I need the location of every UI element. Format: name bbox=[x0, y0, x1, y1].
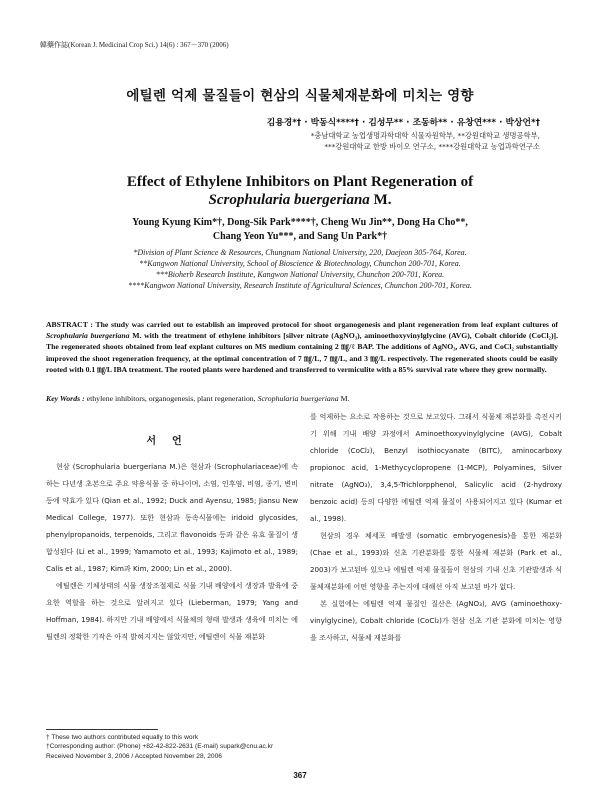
body-paragraph: 에틸렌은 기체상태의 식물 생장조절제로 식물 기내 배양에서 생장과 발육에 중요한 역할을 하는 것으로 알려지고 있다 (Lieberman, 1979; Yang and Hoffman, 1984). 하지만 기내 배양에서 식물체의 형태 발생과 생육에 미치는 에틸렌의 정확한 기작은 아직 밝혀지지는 않았지만, 에틸렌이 식물 재분화 bbox=[46, 581, 298, 641]
english-title-species: Scrophularia buergeriana bbox=[208, 192, 370, 208]
body-paragraph: 현삼의 경우 체세포 배발생 (somatic embryogenesis)을 통한 재분화 (Chae et al., 1993)와 신초 기관분화를 통한 식물체 재분화 (Park et al., 2003)가 보고된바 있으나 에틸렌 억제 물질들이 현삼의 기내 신초 기관발생과 식물체재분화에 어떤 영향을 주는지에 대해선 아직 보고된 바가 없다. bbox=[310, 531, 562, 591]
english-affiliation-1: *Division of Plant Science & Resources, Chungnam National University, 220, Daejeon 305-764, Korea. bbox=[133, 248, 467, 257]
abstract bbox=[46, 319, 558, 375]
abstract-text-2: M. with the treatment of ethylene inhibitors [silver nitrate (AgNO₃), aminoethoxyvinylglycine (AVG), Cobalt chloride (CoCl₂)]. The regenerated shoots obtained from leaf explant cultures on MS medium containing 2 ㎎/ℓ BAP. The additions of AgNO₃, AVG, and CoCl₂ substantially improved the shoot regeneration frequency, at the optimal concentration of 7 ㎎/L, 7 ㎎/L, and 3 ㎎/L respectively. The regenerated shoots could be easily rooted with 0.1 ㎎/L IBA treatment. The rooted plants were hardened and transferred to vermiculite with a 85% survival rate where they grew normally. bbox=[46, 331, 558, 374]
body-left-column bbox=[46, 458, 298, 645]
korean-affiliation-line1: *충남대학교 농업생명과학대학 식물자원학부, **강원대학교 생명공학부, bbox=[310, 131, 540, 140]
english-affiliation-4: ****Kangwon National University, Research Institute of Agricultural Sciences, Chunchon 200-701, Korea. bbox=[128, 281, 472, 290]
journal-header: 韓藥作誌(Korean J. Medicinal Crop Sci.) 14(6) : 367－370 (2006) bbox=[40, 41, 229, 49]
body-paragraph: 현삼 (Scrophularia buergeriana M.)은 현삼과 (Scrophulariaceae)에 속하는 다년생 초본으로 주요 약용식물 중 하나이며, 소염, 인후염, 비염, 종기, 변비 등에 약효가 있다 (Qian et al., 1992; Duck and Ayensu, 1985; Jiansu New Medical College, 1977). 또한 현삼과 동속식물에는 iridoid glycosides, phenylpropanoids, terpenoids, 그리고 flavonoids 등과 같은 유효 물질이 생합성된다 (Li et al., 1999; Yamamoto et al., 1993; Kajimoto et al., 1989; Calis et al., 1987; Kim과 Kim, 2000; Lin et al., 2000). bbox=[46, 462, 298, 573]
footnote-dates: Received November 3, 2006 / Accepted November 28, 2006 bbox=[46, 752, 222, 760]
footnote-corresponding-author: †Corresponding author: (Phone) +82-42-822-2631 (E-mail) supark@cnu.ac.kr bbox=[46, 743, 274, 751]
english-affiliation-3: ***Bioherb Research Institute, Kangwon National University, Chunchon 200-701, Korea. bbox=[155, 270, 445, 279]
english-authors-line1: Young Kyung Kim*†, Dong-Sik Park****†, Cheng Wu Jin**, Dong Ha Cho**, bbox=[132, 217, 468, 228]
abstract-species: Scrophularia buergeriana bbox=[46, 331, 130, 341]
english-authors-line2: Chang Yeon Yu***, and Sang Un Park*† bbox=[212, 231, 388, 242]
keywords-suffix: M. bbox=[338, 394, 350, 403]
keywords-text: ethylene inhibitors, organogenesis, plant regeneration, bbox=[84, 394, 258, 403]
abstract-label: ABSTRACT : bbox=[46, 320, 93, 329]
english-affiliation-2: **Kangwon National University, School of Bioscience & Biotechnology, Chunchon 200-701, Korea. bbox=[139, 259, 461, 268]
keywords bbox=[46, 394, 558, 403]
keywords-label: Key Words : bbox=[46, 394, 85, 403]
footnote-equal-contribution: † These two authors contributed equally to this work bbox=[46, 734, 198, 741]
body-paragraph: 를 억제하는 요소로 작용하는 것으로 보고있다. 그래서 식물체 재분화를 촉진시키기 위해 기내 배양 과정에서 Aminoethoxyvinylglycine (AVG), Cobalt chloride (CoCl₂), Benzyl isothiocyanate (BITC), aminocarboxy propionoc acid, 1-Methycyclopropene (1-MCP), Polyamines, Silver nitrate (AgNO₃), 3,4,5-Trichlorpphenol, Salicylic acid (2-hydroxy benzoic acid) 등의 다양한 에틸렌 억제 물질이 사용되어지고 있다 (Kumar et al., 1998). bbox=[310, 412, 562, 523]
abstract-text-1: The study was carried out to establish an improved protocol for shoot organogenesis and plant regeneration from leaf explant cultures of bbox=[92, 320, 558, 329]
english-title-suffix: M. bbox=[369, 192, 392, 208]
korean-title: 에틸렌 억제 물질들이 현삼의 식물체재분화에 미치는 영향 bbox=[126, 88, 474, 104]
english-title-line2 bbox=[0, 192, 600, 209]
korean-authors: 김용경*† · 박동식****† · 김성무** · 조동하** · 유창연*** · 박상언*† bbox=[266, 118, 540, 128]
english-title-line1: Effect of Ethylene Inhibitors on Plant Regeneration of bbox=[126, 174, 474, 190]
page-number: 367 bbox=[293, 771, 307, 780]
footnotes bbox=[46, 733, 346, 761]
body-paragraph: 본 실험에는 에틸렌 억제 물질인 질산은 (AgNO₃), AVG (aminoethoxy-vinylglycine), Cobalt chloride (CoCl₂)가 현삼 신초 기관 분화에 미치는 영향을 조사하고, 식물체 재분화를 bbox=[310, 599, 562, 642]
keywords-species: Scrophularia buergeriana bbox=[257, 394, 339, 403]
korean-affiliation-line2: ***강원대학교 한방 바이오 연구소, ****강원대학교 농업과학연구소 bbox=[324, 142, 540, 151]
section-title-introduction: 서언 bbox=[146, 436, 198, 447]
body-right-column bbox=[310, 408, 562, 646]
footnote-divider bbox=[46, 729, 158, 730]
